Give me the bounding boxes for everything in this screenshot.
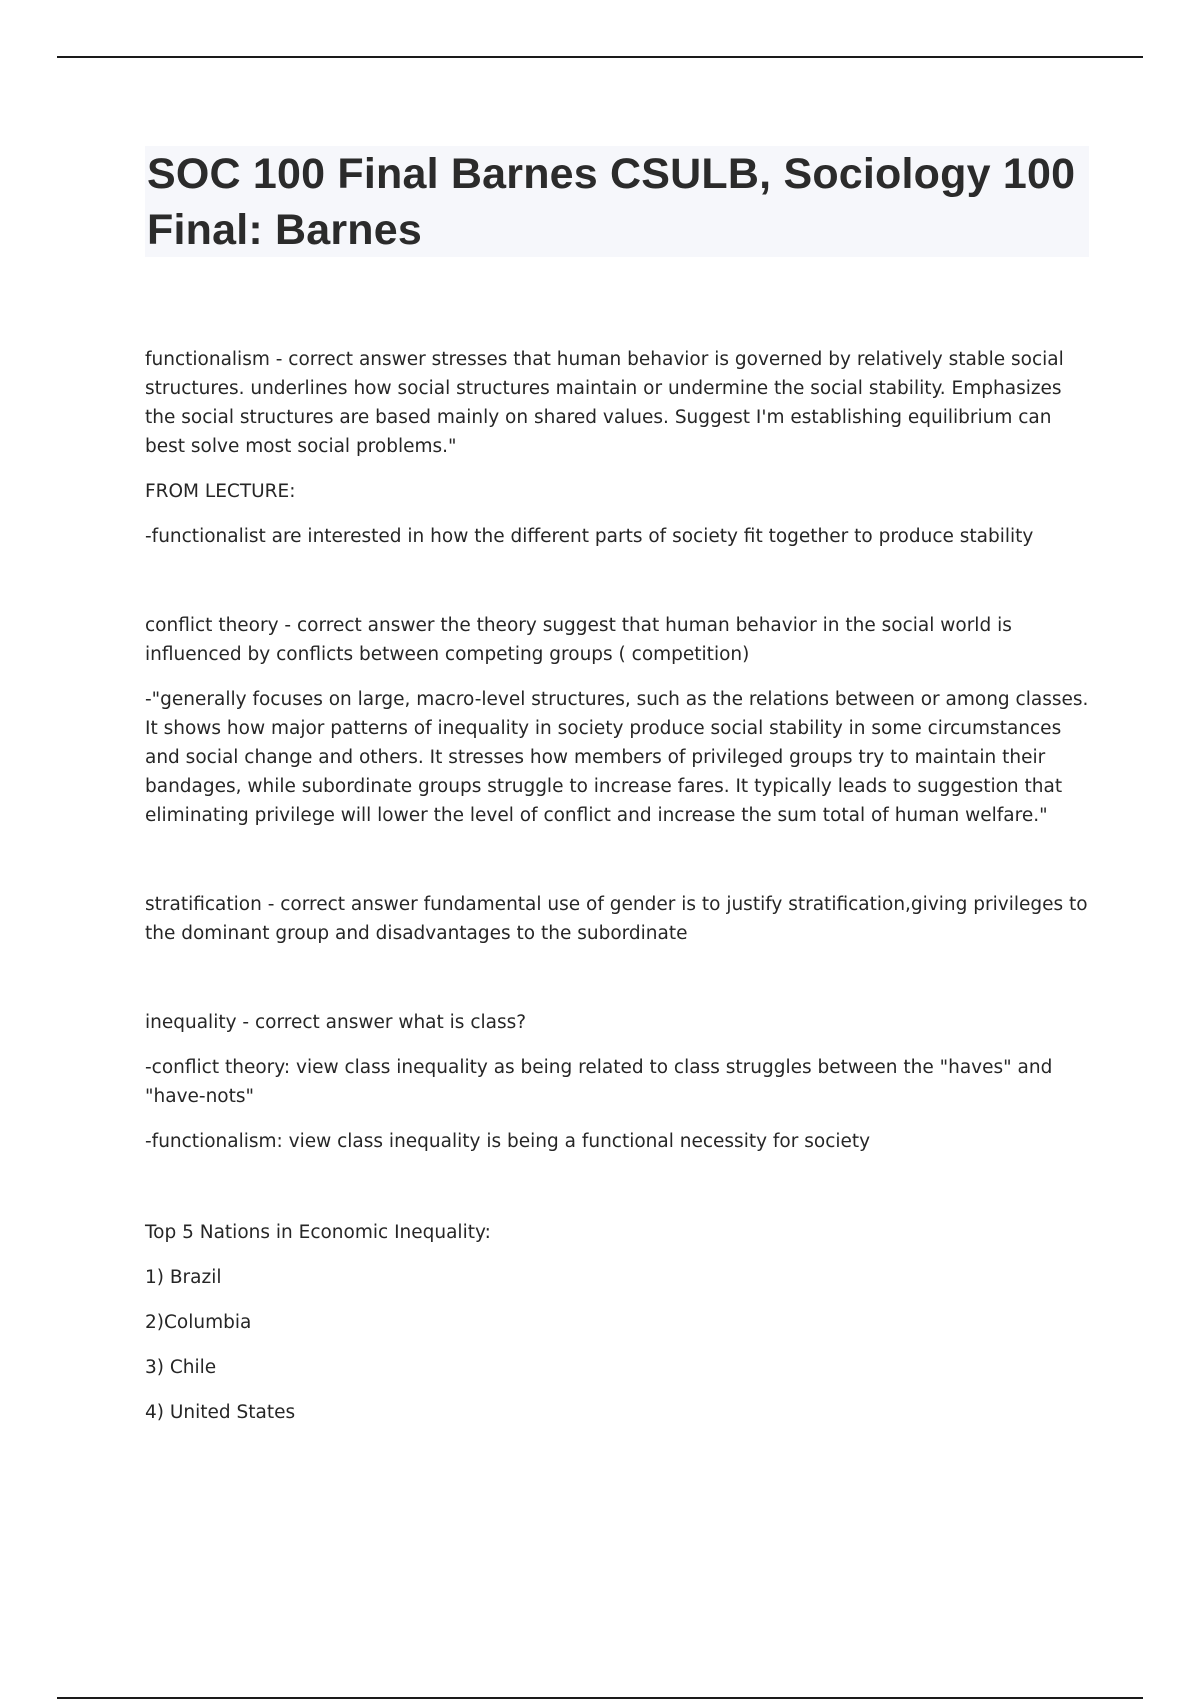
bottom-rule (57, 1697, 1143, 1699)
list-item: 1) Brazil (145, 1267, 222, 1288)
functionalism-definition: functionalism - correct answer stresses that human behavior is governed by relatively stable social structures. underlines how social structures maintain or undermine the social stability. Emphasizes the social structures are based mainly on shared values. Suggest I'm establishing equilibrium can best solve most social problems." (145, 349, 1064, 457)
inequality-conflict-view: -conflict theory: view class inequality as being related to class struggles between the "haves" and "have-nots" (145, 1057, 1053, 1107)
conflict-theory-definition: conflict theory - correct answer the theory suggest that human behavior in the social world is influenced by conflicts between competing groups ( competition) (145, 615, 1012, 665)
list-item: 4) United States (145, 1402, 296, 1423)
list-item: 2)Columbia (145, 1312, 252, 1333)
inequality-functionalism-view: -functionalism: view class inequality is being a functional necessity for society (145, 1131, 871, 1152)
document-body (145, 345, 1090, 1427)
functionalism-lecture-note: -functionalist are interested in how the different parts of society fit together to produce stability (145, 526, 1034, 547)
top-rule (57, 56, 1143, 58)
list-item: 3) Chile (145, 1357, 217, 1378)
top-nations-heading: Top 5 Nations in Economic Inequality: (145, 1222, 491, 1243)
conflict-theory-quote: -"generally focuses on large, macro-level structures, such as the relations between or among classes. It shows how major patterns of inequality in society produce social stability in some circumstances and social change and others. It stresses how members of privileged groups try to maintain their bandages, while subordinate groups struggle to increase fares. It typically leads to suggestion that eliminating privilege will lower the level of conflict and increase the sum total of human welfare." (145, 689, 1089, 826)
lecture-heading: FROM LECTURE: (145, 481, 296, 502)
stratification-definition: stratification - correct answer fundamental use of gender is to justify stratification,giving privileges to the dominant group and disadvantages to the subordinate (145, 894, 1088, 944)
inequality-definition: inequality - correct answer what is class? (145, 1012, 527, 1033)
page-title: SOC 100 Final Barnes CSULB, Sociology 100 Final: Barnes (147, 150, 1076, 254)
title-banner (145, 146, 1089, 257)
